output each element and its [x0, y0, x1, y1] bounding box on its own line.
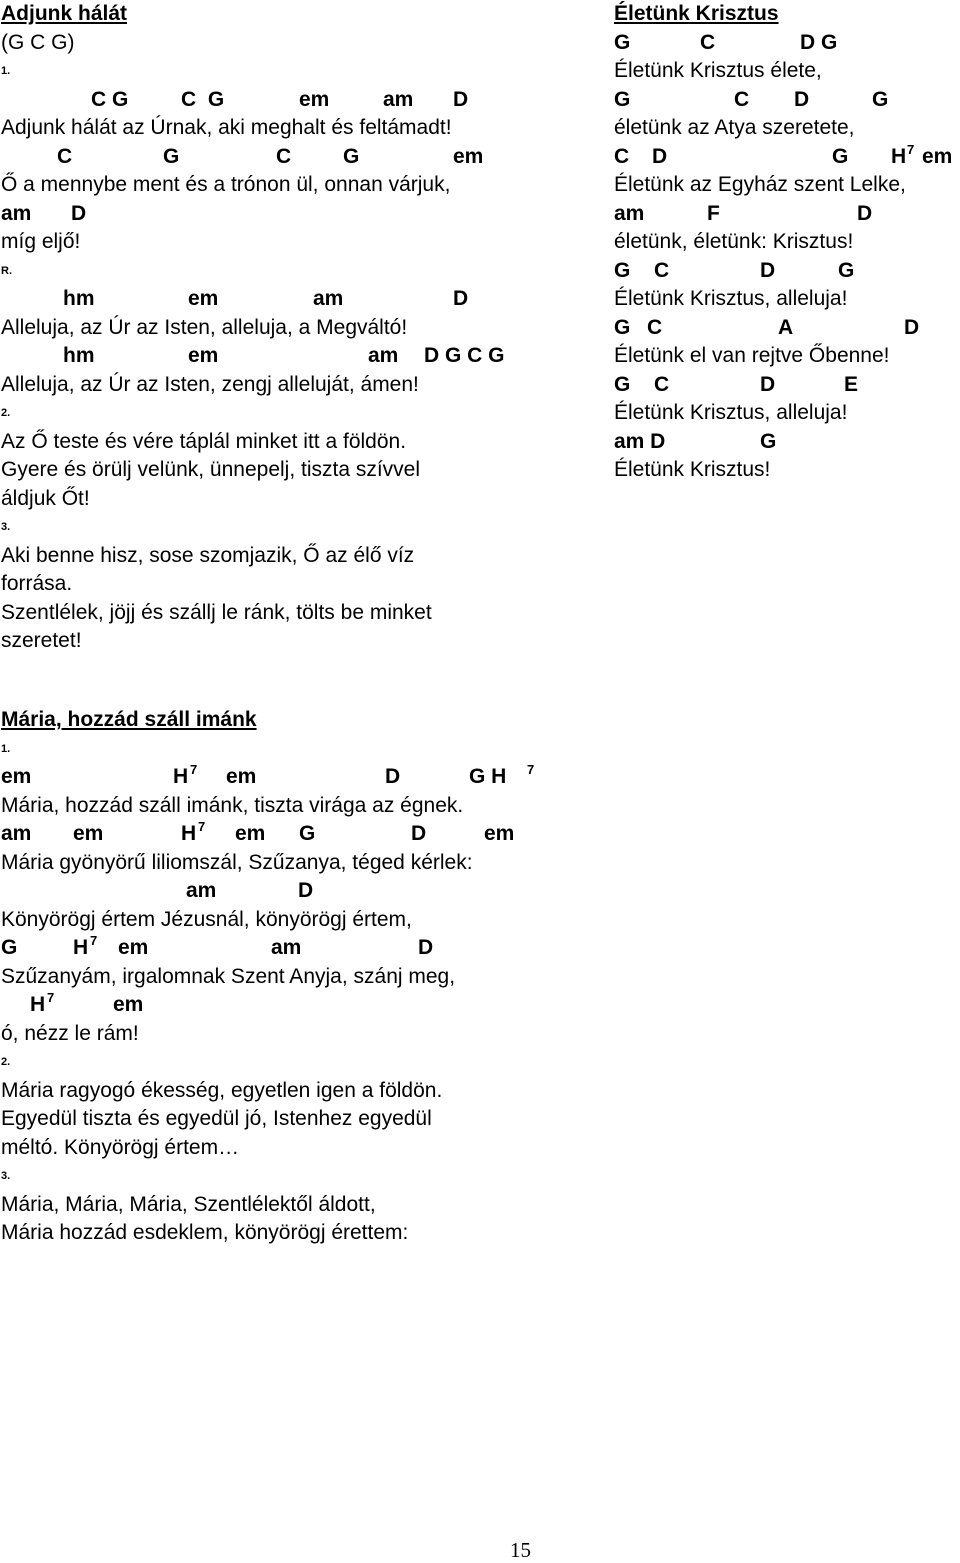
chord: am	[383, 87, 414, 111]
lyric-line: Életünk Krisztus élete,	[614, 59, 822, 82]
verse-label: 2.	[1, 407, 11, 419]
chord: C	[654, 372, 670, 396]
chord-line	[614, 428, 960, 457]
song-title: Mária, hozzád száll imánk	[1, 708, 257, 731]
chord-line	[614, 314, 960, 343]
chord: em	[235, 822, 266, 845]
chord-line	[614, 86, 960, 115]
chord: am	[368, 344, 399, 367]
lyric-line: áldjuk Őt!	[1, 486, 90, 510]
chord: D	[298, 879, 314, 902]
chord: H	[181, 822, 197, 845]
chord: G	[163, 144, 180, 168]
chord: H	[73, 936, 89, 959]
chord: D	[760, 258, 776, 282]
chord: G	[832, 144, 849, 168]
lyric-line: életünk, életünk: Krisztus!	[614, 230, 854, 253]
chord: em	[226, 765, 257, 788]
chord: C	[734, 87, 750, 111]
chord-line	[1, 763, 601, 792]
chord-line	[614, 29, 960, 58]
chord: H	[30, 993, 46, 1016]
chord: am	[271, 936, 302, 959]
lyric-line: szeretet!	[1, 629, 82, 652]
verse-label: 1.	[1, 65, 11, 77]
chord: D	[453, 87, 469, 111]
song-eletunk-krisztus	[614, 0, 960, 485]
lyric-line: Aki benne hisz, sose szomjazik, Ő az élő víz	[1, 543, 415, 567]
lyric-line: Mária, hozzád száll imánk, tiszta virága az égnek.	[1, 793, 464, 817]
lyric-line: Alleluja, az Úr az Isten, alleluja, a Megváltó!	[1, 315, 408, 339]
chord: am	[186, 879, 217, 902]
lyric-line: Könyörögj értem Jézusnál, könyörögj értem,	[1, 907, 412, 931]
lyric-line: Mária ragyogó ékesség, egyetlen igen a földön.	[1, 1078, 443, 1102]
chord: C	[700, 30, 716, 54]
chord: C	[647, 315, 663, 339]
chord: D	[652, 144, 668, 168]
chord: C	[57, 144, 73, 168]
chord-superscript: 7	[190, 762, 198, 777]
chord: G	[299, 822, 316, 845]
song-adjunk-halat	[1, 0, 601, 656]
lyric-line: Életünk Krisztus!	[614, 458, 771, 481]
lyric-line: ó, nézz le rám!	[1, 1021, 139, 1045]
refrain-label: R.	[1, 264, 12, 277]
chord: em	[188, 287, 219, 310]
lyric-line: Mária gyönyörű liliomszál, Szűzanya, téged kérlek:	[1, 850, 473, 874]
lyric-line: Mária, Mária, Mária, Szentlélektől áldott,	[1, 1192, 376, 1216]
chord: G	[838, 258, 855, 282]
chord: C	[276, 144, 292, 168]
song-title: Életünk Krisztus	[614, 2, 779, 25]
chord: G	[614, 258, 631, 282]
chord: G	[1, 936, 18, 959]
chord: G	[614, 372, 631, 396]
chord-superscript: 7	[198, 819, 206, 834]
lyric-line: Ő a mennybe ment és a trónon ül, onnan várjuk,	[1, 173, 451, 196]
chord-line	[1, 934, 601, 963]
chord: em	[1, 765, 32, 788]
lyric-line: életünk az Atya szeretete,	[614, 116, 855, 139]
lyric-line: Az Ő teste és vére táplál minket itt a földön.	[1, 429, 407, 453]
chord-line	[614, 143, 960, 172]
chord: C G	[91, 87, 129, 111]
chord: hm	[63, 287, 95, 310]
lyric-line: Adjunk hálát az Úrnak, aki meghalt és feltámadt!	[1, 116, 452, 139]
verse-label: 1.	[1, 742, 11, 755]
chord: C G	[181, 87, 225, 111]
chord: D G	[800, 30, 838, 54]
chord-superscript: 7	[90, 933, 98, 948]
chord: em	[113, 993, 144, 1016]
chord: em	[484, 822, 515, 845]
lyric-line: forrása.	[1, 572, 73, 595]
chord: em	[453, 144, 484, 168]
chord: G H	[469, 765, 507, 788]
chord: G	[872, 87, 889, 111]
chord: D	[418, 936, 434, 959]
chord-line	[614, 200, 960, 229]
chord: D	[411, 822, 427, 845]
chord-superscript: 7	[907, 141, 915, 157]
chord: em	[922, 144, 953, 168]
chord: D	[71, 201, 87, 225]
chord: D	[794, 87, 810, 111]
chord: C	[654, 258, 670, 282]
chord: em	[118, 936, 149, 959]
chord-line	[1, 285, 601, 314]
lyric-line: Életünk el van rejtve Őbenne!	[614, 344, 890, 367]
chord: C	[614, 144, 630, 168]
chord: G	[614, 87, 631, 111]
chord-line	[1, 143, 601, 172]
lyric-line: Életünk Krisztus, alleluja!	[614, 401, 848, 424]
chord: E	[844, 372, 859, 396]
chord: H	[173, 765, 189, 788]
page-number: 15	[510, 1538, 531, 1562]
chord-superscript: 7	[47, 990, 55, 1005]
chord: D	[760, 372, 776, 396]
chord: am	[1, 201, 32, 225]
chord-line	[1, 200, 601, 229]
lyric-line: Életünk Krisztus, alleluja!	[614, 287, 848, 310]
lyric-line: Szűzanyám, irgalomnak Szent Anyja, szánj meg,	[1, 964, 456, 988]
chord-superscript: 7	[527, 762, 535, 777]
chord: em	[73, 822, 104, 845]
chord-line	[614, 257, 960, 286]
lyric-line: Egyedül tiszta és egyedül jó, Istenhez egyedül	[1, 1107, 432, 1130]
chord: D	[385, 765, 401, 788]
song-key: (G C G)	[1, 30, 75, 54]
verse-label: 3.	[1, 1170, 11, 1182]
chord-line	[1, 820, 601, 849]
chord-line	[1, 877, 601, 906]
lyric-line: Alleluja, az Úr az Isten, zengj alleluját, ámen!	[1, 372, 419, 396]
song-maria-hozzad	[1, 706, 601, 1248]
lyric-line: Szentlélek, jöjj és szállj le ránk, tölts be minket	[1, 600, 432, 624]
chord: hm	[63, 344, 95, 367]
chord: F	[707, 201, 720, 225]
lyric-line: méltó. Könyörögj értem…	[1, 1135, 240, 1159]
chord: em	[188, 344, 219, 367]
chord: em	[299, 87, 330, 111]
lyric-line: Életünk az Egyház szent Lelke,	[614, 173, 906, 196]
verse-label: 3.	[1, 521, 11, 533]
chord: G	[614, 315, 631, 339]
chord: D	[453, 287, 469, 310]
chord: D	[904, 315, 920, 339]
lyric-line: Gyere és örülj velünk, ünnepelj, tiszta szívvel	[1, 458, 421, 481]
chord: am	[313, 287, 344, 310]
lyric-line: Mária hozzád esdeklem, könyörögj érettem:	[1, 1221, 409, 1244]
chord: G	[760, 429, 777, 453]
chord-line	[1, 342, 601, 371]
chord-line	[614, 371, 960, 400]
chord: H	[891, 144, 907, 168]
chord: G	[343, 144, 360, 168]
chord-line	[1, 86, 601, 115]
chord: D	[857, 201, 873, 225]
song-title: Adjunk hálát	[1, 2, 128, 25]
verse-label: 2.	[1, 1056, 11, 1068]
chord: A	[778, 315, 794, 339]
chord: am	[614, 201, 645, 225]
lyric-line: míg eljő!	[1, 230, 81, 253]
chord-line	[1, 991, 601, 1020]
chord: am D	[614, 429, 666, 453]
chord: D G C G	[424, 344, 505, 367]
chord: G	[614, 30, 631, 54]
chord: am	[1, 822, 32, 845]
